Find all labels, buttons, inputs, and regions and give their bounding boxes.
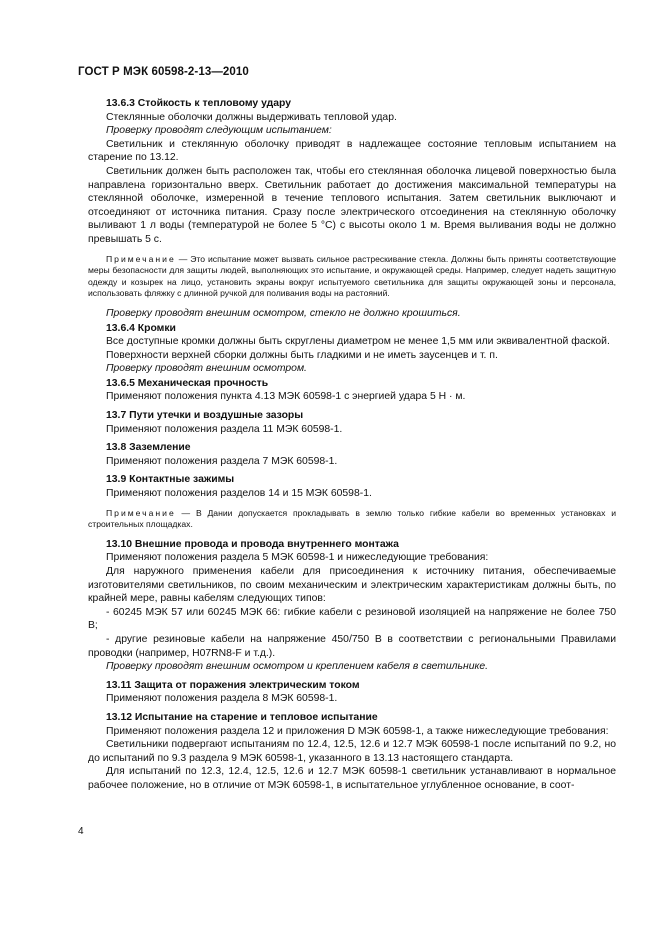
document-header: ГОСТ Р МЭК 60598-2-13—2010: [78, 66, 249, 78]
note-text: — В Дании допускается прокладывать в землю только гибкие кабели во временных установках и строительных площадках.: [88, 507, 616, 530]
paragraph: Применяют положения пункта 4.13 МЭК 60598-1 с энергией удара 5 Н · м.: [106, 391, 466, 403]
note-paragraph: [88, 254, 616, 300]
section-heading-13-6-3: 13.6.3 Стойкость к тепловому удару: [106, 98, 291, 109]
paragraph: Все доступные кромки должны быть скруглены диаметром не менее 1,5 мм или эквивалентной фаской.: [106, 336, 610, 348]
section-heading-13-8: 13.8 Заземление: [106, 442, 191, 454]
section-heading-13-9: 13.9 Контактные зажимы: [106, 474, 235, 486]
paragraph: Светильник должен быть расположен так, чтобы его стеклянная оболочка лицевой поверхностью была направлена горизонтально вверх. Светильник работает до достижения максимальной температуры на стеклянной оболочке, измеренной в течение теплового испытания. Затем светильник выключают и отсоединяют от источника питания. Сразу после электрического отсоединения на стеклянную оболочку выливают 1 л воды (температурой не более 5 °C) с высоты около 1 м. Время выливания воды не должно превышать 5 с.: [88, 165, 616, 245]
note-text: — Это испытание может вызвать сильное растрескивание стекла. Должны быть приняты соответствующие меры безопасности для защиты людей, выполняющих это испытание, и окружающей среды. Например, следует надеть защитную одежду и козырек на лицо, установить экраны вокруг испытуемого светильника для защиты окружающей зоны и персонала, использовать фляжку с длинной ручкой для поливания воды на растояний.: [88, 253, 616, 299]
note-label: Примечание: [106, 507, 176, 518]
section-heading-13-11: 13.11 Защита от поражения электрическим током: [106, 679, 360, 691]
page-number: 4: [78, 826, 84, 837]
paragraph: Поверхности верхней сборки должны быть гладкими и не иметь заусенцев и т. п.: [106, 349, 498, 361]
paragraph: Применяют положения разделов 14 и 15 МЭК 60598-1.: [106, 488, 372, 500]
section-heading-13-10: 13.10 Внешние провода и провода внутреннего монтажа: [106, 538, 399, 550]
test-procedure-text: Проверку проводят следующим испытанием:: [106, 125, 332, 137]
paragraph: Для испытаний по 12.3, 12.4, 12.5, 12.6 и 12.7 МЭК 60598-1 светильник устанавливают в нормальное рабочее положение, но в отличие от МЭК 60598-1, в испытательное углубленное основание, в соот-: [88, 766, 616, 791]
page-body: [88, 96, 616, 793]
paragraph: Применяют положения раздела 5 МЭК 60598-1 и нижеследующие требования:: [106, 552, 489, 564]
paragraph: Применяют положения раздела 11 МЭК 60598-1.: [106, 423, 343, 435]
paragraph: Светильники подвергают испытаниям по 12.4, 12.5, 12.6 и 12.7 МЭК 60598-1 после испытаний по 9.2, но до испытаний по 9.3 раздела 9 МЭК 60598-1, указанного в 13.13 настоящего стандарта.: [88, 739, 616, 764]
section-heading-13-12: 13.12 Испытание на старение и тепловое испытание: [106, 711, 378, 723]
section-heading-13-6-5: 13.6.5 Механическая прочность: [106, 377, 269, 389]
paragraph: Стеклянные оболочки должны выдерживать тепловой удар.: [106, 111, 397, 123]
note-paragraph: [88, 508, 616, 531]
note-label: Примечание: [106, 253, 176, 264]
list-item: - другие резиновые кабели на напряжение 450/750 В в соответствии с региональными Правилами проводки (например, H07RN8-F и т.д.).: [88, 633, 616, 659]
section-heading-13-7: 13.7 Пути утечки и воздушные зазоры: [106, 410, 304, 422]
paragraph: Для наружного применения кабели для присоединения к источнику питания, обеспечиваемые изготовителями светильников, по своим механическим и электрическим характеристикам должны быть, по крайней мере, равны кабелям следующих типов:: [88, 566, 616, 605]
paragraph: Светильник и стеклянную оболочку приводят в надлежащее состояние тепловым испытанием на старение по 13.12.: [88, 138, 616, 164]
paragraph: Применяют положения раздела 12 и приложения D МЭК 60598-1, а также нижеследующие требования:: [106, 725, 609, 737]
test-procedure-text: Проверку проводят внешним осмотром.: [106, 363, 307, 375]
test-procedure-text: Проверку проводят внешним осмотром, стекло не должно крошиться.: [106, 307, 461, 319]
paragraph: Применяют положения раздела 8 МЭК 60598-1.: [106, 693, 338, 705]
paragraph: Применяют положения раздела 7 МЭК 60598-1.: [106, 455, 338, 467]
list-item: - 60245 МЭК 57 или 60245 МЭК 66: гибкие кабели с резиновой изоляцией на напряжение не более 750 В;: [88, 606, 616, 632]
test-procedure-text: Проверку проводят внешним осмотром и креплением кабеля в светильнике.: [106, 661, 489, 673]
section-heading-13-6-4: 13.6.4 Кромки: [106, 322, 176, 334]
